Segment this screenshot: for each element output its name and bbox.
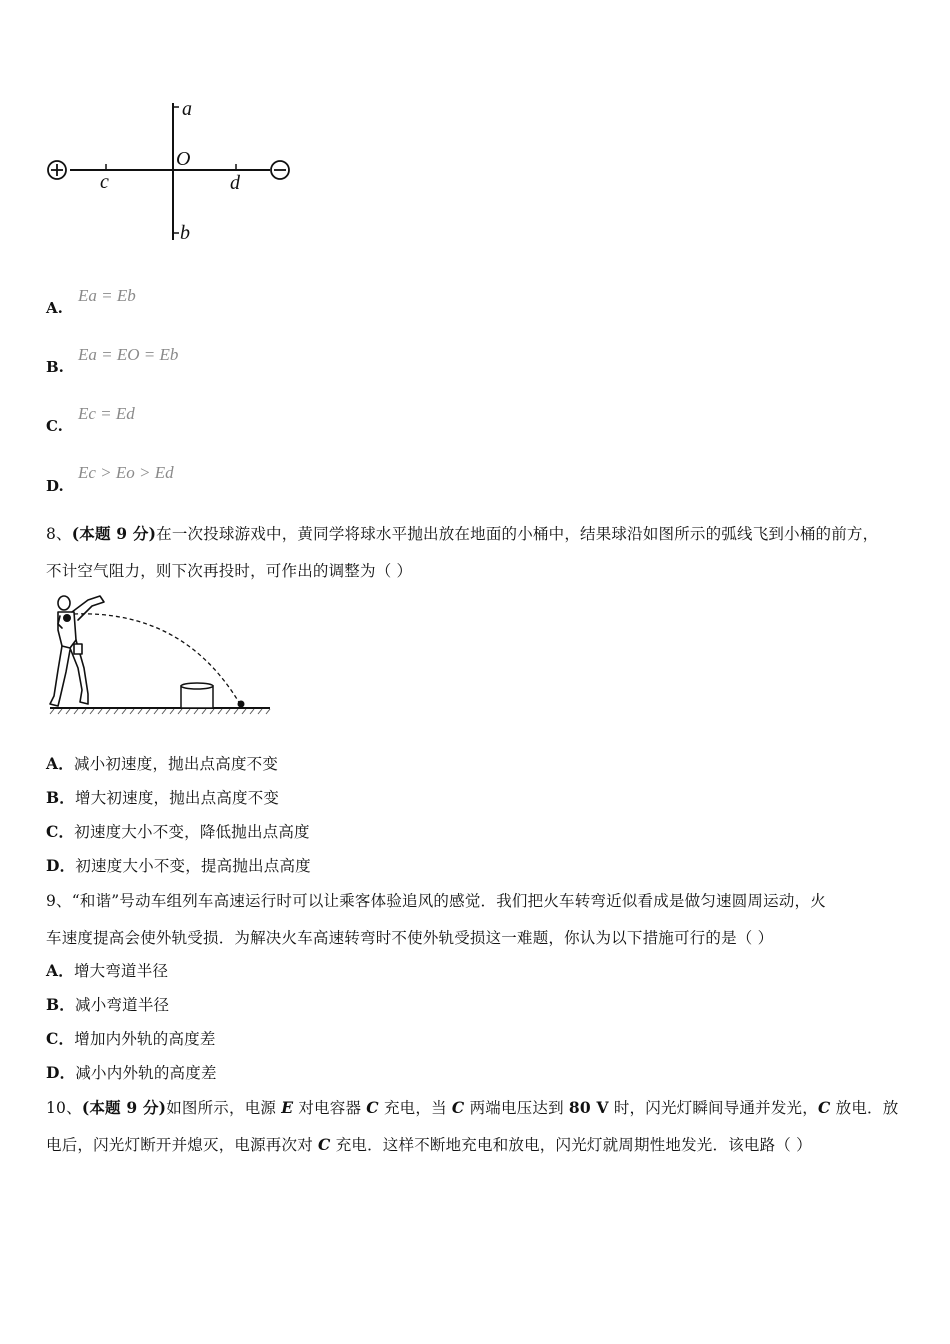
- q9-text-1: “和谐”号动车组列车高速运行时可以让乘客体验追风的感觉．我们把火车转弯近似看成是做匀速圆周运动，火: [71, 892, 826, 910]
- q7-option-a-letter: A.: [46, 299, 63, 317]
- q8-tag: (本题 9 分): [71, 524, 157, 543]
- q8-stem-line1: [46, 522, 878, 544]
- q8-option-c: C．初速度大小不变，降低抛出点高度: [46, 822, 310, 841]
- q10-stem-line1: 10、(本题 9 分)如图所示，电源 E 对电容器 C 充电，当 C 两端电压达到 80 V 时，闪光灯瞬间导通并发光，C 放电．放: [46, 1098, 899, 1117]
- q9-number: 9、: [46, 892, 72, 910]
- q10-tag: (本题 9 分): [81, 1098, 167, 1117]
- q7-option-c-letter: C.: [46, 417, 63, 435]
- q9-stem-line1: [46, 889, 826, 911]
- label-o: O: [176, 148, 191, 170]
- q7-option-b-letter: B.: [46, 358, 64, 376]
- q9-option-b: B．减小弯道半径: [46, 995, 170, 1014]
- q9-option-d: D．减小内外轨的高度差: [46, 1063, 217, 1082]
- field-axes-figure: [40, 95, 300, 250]
- q9-stem-line2: 车速度提高会使外轨受损．为解决火车高速转弯时不使外轨受损这一难题，你认为以下措施可行的是（ ）: [46, 929, 774, 947]
- landing-ball-icon: [238, 701, 245, 708]
- ball-icon: [63, 614, 71, 622]
- label-b: b: [180, 222, 190, 244]
- label-c: c: [100, 171, 109, 193]
- thrower-person-icon: [50, 596, 104, 706]
- q9-option-c: C．增加内外轨的高度差: [46, 1029, 216, 1048]
- q7-option-d-letter: D.: [46, 477, 64, 495]
- label-d: d: [230, 172, 240, 194]
- q8-text-1: 在一次投球游戏中，黄同学将球水平抛出放在地面的小桶中，结果球沿如图所示的弧线飞到小桶的前方，: [156, 525, 879, 543]
- q7-option-b-formula: Ea = EO = Eb: [78, 345, 179, 364]
- q8-stem-line2: 不计空气阻力，则下次再投时，可作出的调整为（ ）: [46, 562, 413, 580]
- q7-option-a-formula: Ea = Eb: [78, 286, 136, 305]
- q7-option-c-formula: Ec = Ed: [78, 404, 135, 423]
- q8-option-d: D．初速度大小不变，提高抛出点高度: [46, 856, 311, 875]
- q10-stem-line2: 电后，闪光灯断开并熄灭，电源再次对 C 充电．这样不断地充电和放电，闪光灯就周期性地发光．该电路（ ）: [46, 1135, 812, 1154]
- ball-toss-figure: [44, 590, 274, 720]
- q9-option-a: A．增大弯道半径: [46, 961, 169, 980]
- q8-number: 8、: [46, 525, 72, 543]
- q7-option-d-formula: Ec > Eo > Ed: [78, 463, 174, 482]
- label-a: a: [182, 98, 192, 120]
- q8-option-b: B．增大初速度，抛出点高度不变: [46, 788, 280, 807]
- q10-number: 10、: [46, 1099, 82, 1117]
- bucket-icon: [181, 683, 213, 708]
- q8-option-a: A．减小初速度，抛出点高度不变: [46, 754, 279, 773]
- trajectory-arc: [74, 614, 240, 704]
